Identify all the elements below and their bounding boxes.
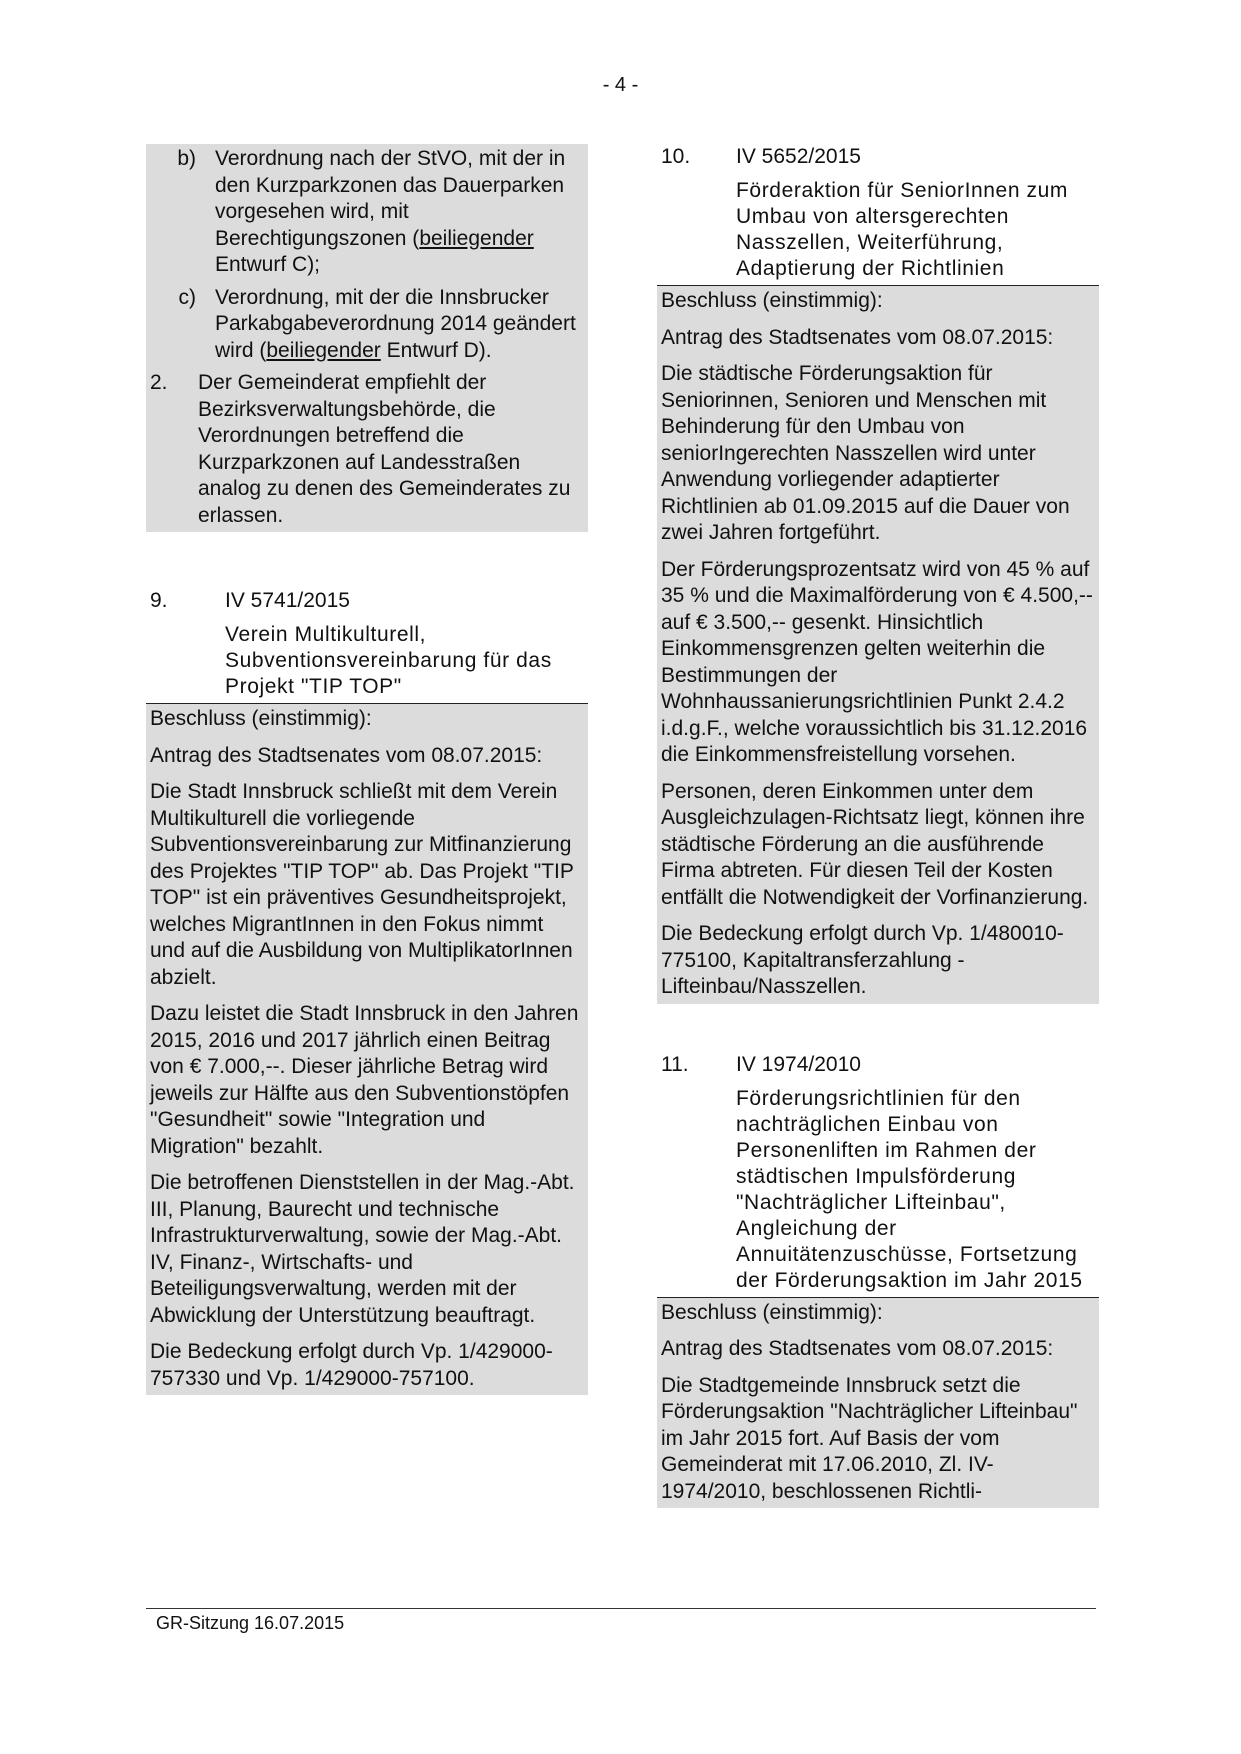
item-10-title: Förderaktion für SeniorInnen zum Umbau von altersgerechten Nasszellen, Weiterführung, Adaptierung der Richtlinien	[657, 178, 1099, 286]
item-10-heading	[657, 144, 1099, 170]
item-11-title: Förderungsrichtlinien für den nachträglichen Einbau von Personenliften im Rahmen der städtischen Impulsförderung "Nachträglicher Lifteinbau", Angleichung der Annuitätenzuschüsse, Fortsetzung der Förderungsaktion im Jahr 2015	[657, 1086, 1099, 1298]
list-item-2	[150, 370, 584, 529]
list-label: b)	[177, 147, 196, 170]
underlined-text: beiliegender	[419, 226, 534, 250]
continued-resolution-block	[146, 144, 588, 532]
item-reference: IV 1974/2010	[736, 1052, 861, 1076]
underlined-text: beiliegender	[266, 338, 381, 362]
list-label: c)	[178, 285, 196, 309]
decision-line: Beschluss (einstimmig):	[150, 707, 372, 730]
item-reference: IV 5652/2015	[736, 145, 861, 168]
paragraph: Der Förderungsprozentsatz wird von 45 % auf 35 % und die Maximalförderung von € 4.500,-- auf € 3.500,-- gesenkt. Hinsichtlich Einkommensgrenzen gelten weiterhin die Bestimmungen der Wohnhaussanierungsrichtlinien Punkt 2.4.2 i.d.g.F., welche voraussichtlich bis 31.12.2016 die Einkommensfreistellung vorsehen.	[661, 557, 1093, 766]
item-10-body	[657, 286, 1099, 1004]
paragraph: Dazu leistet die Stadt Innsbruck in den Jahren 2015, 2016 und 2017 jährlich einen Beitrag von € 7.000,--. Dieser jährliche Betrag wird jeweils zur Hälfte aus den Subventionstöpfen "Gesundheit" sowie "Integration und Migration" bezahlt.	[150, 1002, 579, 1158]
motion-line: Antrag des Stadtsenates vom 08.07.2015:	[150, 743, 543, 767]
decision-line: Beschluss (einstimmig):	[661, 1300, 883, 1324]
item-9-body	[146, 704, 588, 1395]
page-number: - 4 -	[602, 74, 639, 96]
list-item-b	[150, 146, 584, 279]
item-9-title: Verein Multikulturell, Subventionsvereinbarung für das Projekt "TIP TOP"	[146, 622, 588, 704]
list-text: Verordnung, mit der die Innsbrucker Parkabgabeverordnung 2014 geändert wird (beiliegender Entwurf D).	[215, 285, 576, 362]
item-11-body	[657, 1298, 1099, 1509]
item-11-heading	[657, 1052, 1099, 1078]
paragraph: Die Bedeckung erfolgt durch Vp. 1/429000-757330 und Vp. 1/429000-757100.	[150, 1340, 553, 1390]
item-number: 11.	[661, 1052, 689, 1076]
list-text: Verordnung nach der StVO, mit der in den Kurzparkzonen das Dauerparken vorgesehen wird, mit Berechtigungszonen (beiliegender Entwurf C);	[215, 147, 566, 276]
decision-line: Beschluss (einstimmig):	[661, 289, 883, 312]
footer-text: GR-Sitzung 16.07.2015	[156, 1613, 345, 1633]
paragraph: Die betroffenen Dienststellen in der Mag.-Abt. III, Planung, Baurecht und technische Infrastrukturverwaltung, sowie der Mag.-Abt. IV, Finanz-, Wirtschafts- und Beteiligungsverwaltung, werden mit der Abwicklung der Unterstützung beauftragt.	[150, 1171, 575, 1327]
motion-line: Antrag des Stadtsenates vom 08.07.2015:	[661, 325, 1054, 349]
right-column	[657, 144, 1099, 1508]
list-text: Der Gemeinderat empfiehlt der Bezirksverwaltungsbehörde, die Verordnungen betreffend die Kurzparkzonen auf Landesstraßen analog zu denen des Gemeinderates zu erlassen.	[198, 371, 571, 527]
item-number: 9.	[150, 589, 168, 612]
paragraph: Die Stadt Innsbruck schließt mit dem Verein Multikulturell die vorliegende Subventionsvereinbarung zur Mitfinanzierung des Projektes "TIP TOP" ab. Das Projekt "TIP TOP" ist ein präventives Gesundheitsprojekt, welches MigrantInnen in den Fokus nimmt und auf die Ausbildung von MultiplikatorInnen abzielt.	[150, 780, 574, 989]
motion-line: Antrag des Stadtsenates vom 08.07.2015:	[661, 1337, 1054, 1360]
page-footer	[146, 1608, 1096, 1634]
item-9-heading	[146, 588, 588, 614]
paragraph: Die städtische Förderungsaktion für Seniorinnen, Senioren und Menschen mit Behinderung für den Umbau von seniorIngerechten Nasszellen wird unter Anwendung vorliegender adaptierter Richtlinien ab 01.09.2015 auf die Dauer von zwei Jahren fortgeführt.	[661, 362, 1070, 544]
list-label: 2.	[150, 371, 168, 394]
item-reference: IV 5741/2015	[225, 589, 350, 612]
list-item-c	[150, 285, 584, 365]
paragraph: Die Bedeckung erfolgt durch Vp. 1/480010-775100, Kapitaltransferzahlung - Lifteinbau/Nasszellen.	[661, 922, 1064, 998]
item-number: 10.	[661, 145, 691, 168]
left-column	[146, 144, 588, 1395]
paragraph: Die Stadtgemeinde Innsbruck setzt die Förderungsaktion "Nachträglicher Lifteinbau" im Jahr 2015 fort. Auf Basis der vom Gemeinderat mit 17.06.2010, Zl. IV-1974/2010, beschlossenen Richtli-	[661, 1373, 1078, 1503]
paragraph: Personen, deren Einkommen unter dem Ausgleichzulagen-Richtsatz liegt, können ihre städtische Förderung an die ausführende Firma abtreten. Für diesen Teil der Kosten entfällt die Notwendigkeit der Vorfinanzierung.	[661, 779, 1089, 909]
